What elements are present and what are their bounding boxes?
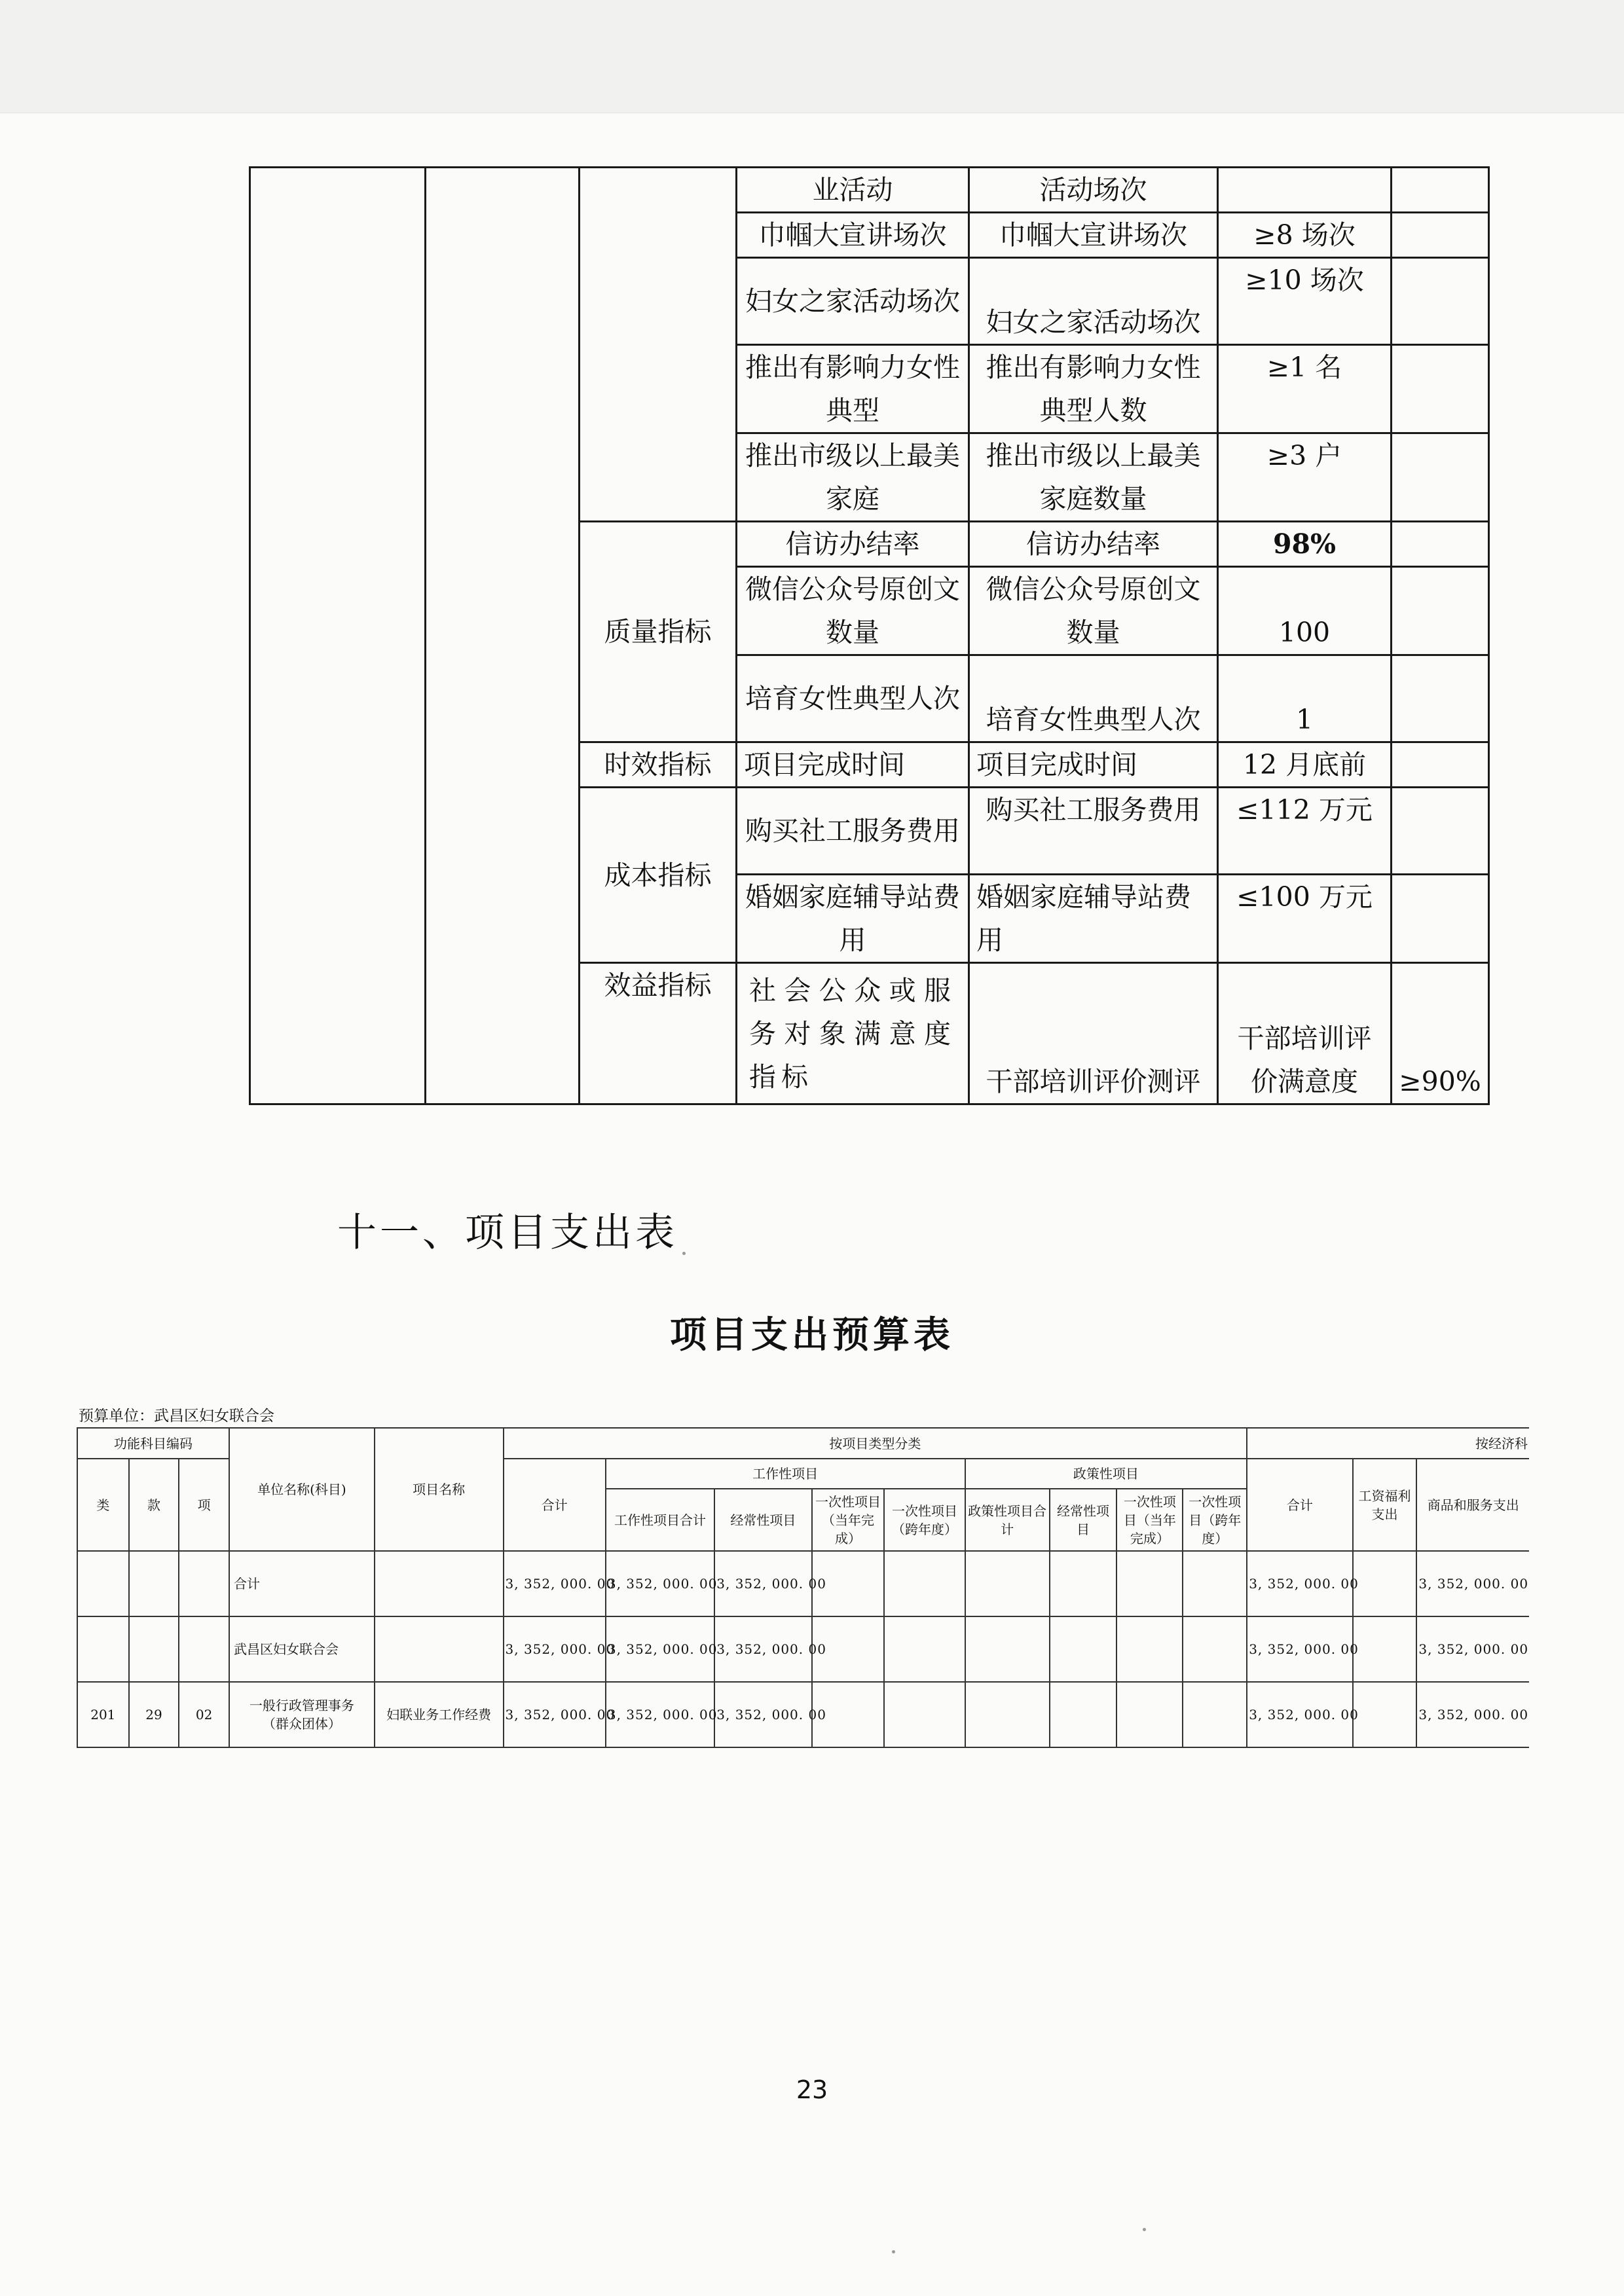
- cell-econ-total: 3, 352, 000. 00: [1247, 1551, 1352, 1616]
- group-label-quality: 质量指标: [580, 522, 737, 742]
- empty-cell: [1183, 1616, 1247, 1682]
- indicator-l4: 信访办结率: [737, 522, 969, 567]
- scan-margin: [0, 0, 1624, 113]
- header-by-economic: 按经济科: [1247, 1428, 1529, 1459]
- indicator-l5: 推出有影响力女性典型人数: [969, 345, 1218, 433]
- group-label-benefit: 效益指标: [580, 963, 737, 1104]
- empty-cell: [1392, 522, 1489, 567]
- header-one-time-cross: 一次性项目（跨年度）: [884, 1489, 965, 1551]
- empty-cell: [1183, 1682, 1247, 1747]
- cell-kuan: [129, 1616, 179, 1682]
- empty-cell: [1392, 213, 1489, 258]
- cell-goods-services: 3, 352, 000. 00: [1416, 1682, 1529, 1747]
- indicator-l5: 妇女之家活动场次: [969, 258, 1218, 345]
- indicator-l4: 干部培训评价测评: [969, 963, 1218, 1104]
- indicator-l4: 项目完成时间: [737, 742, 969, 788]
- header-policy-one-time-cross: 一次性项目（跨年度）: [1183, 1489, 1247, 1551]
- indicator-value: 12 月底前: [1218, 742, 1392, 788]
- empty-cell: [1183, 1551, 1247, 1616]
- budget-title: 项目支出预算表: [670, 1313, 954, 1357]
- cell-econ-total: 3, 352, 000. 00: [1247, 1682, 1352, 1747]
- indicator-l5: 项目完成时间: [969, 742, 1218, 788]
- header-work-items: 工作性项目: [606, 1459, 965, 1489]
- cell-project-name: 妇联业务工作经费: [375, 1682, 504, 1747]
- cell-project-name: [375, 1616, 504, 1682]
- empty-cell: [1392, 345, 1489, 433]
- cell-total: 3, 352, 000. 00: [504, 1616, 606, 1682]
- empty-cell: [1050, 1616, 1117, 1682]
- header-regular: 经常性项目: [714, 1489, 811, 1551]
- indicator-l5: 婚姻家庭辅导站费用: [969, 875, 1218, 963]
- cell-work-total: 3, 352, 000. 00: [606, 1551, 714, 1616]
- scan-speck: [682, 1252, 686, 1255]
- empty-cell: [884, 1682, 965, 1747]
- empty-cell: [1050, 1551, 1117, 1616]
- header-by-project-type: 按项目类型分类: [504, 1428, 1247, 1459]
- header-wages: 工资福利支出: [1353, 1459, 1417, 1551]
- empty-cell: [1116, 1551, 1183, 1616]
- cell-total: 3, 352, 000. 00: [504, 1551, 606, 1616]
- indicator-value: ≥1 名: [1218, 345, 1392, 433]
- cell-unit-name: 武昌区妇女联合会: [229, 1616, 375, 1682]
- section-heading: 十一、项目支出表: [337, 1210, 678, 1256]
- header-lei: 类: [77, 1459, 129, 1551]
- empty-cell: [884, 1616, 965, 1682]
- empty-cell: [250, 168, 426, 1104]
- indicator-l4: 购买社工服务费用: [737, 788, 969, 875]
- indicator-l4: 推出有影响力女性典型: [737, 345, 969, 433]
- cell-goods-services: 3, 352, 000. 00: [1416, 1616, 1529, 1682]
- cell-xiang: [179, 1616, 229, 1682]
- indicator-l4: 推出市级以上最美家庭: [737, 433, 969, 522]
- indicator-l4: 培育女性典型人次: [737, 655, 969, 742]
- empty-cell: [426, 168, 580, 1104]
- empty-cell: [1392, 742, 1489, 788]
- empty-cell: [884, 1551, 965, 1616]
- header-work-total: 工作性项目合计: [606, 1489, 714, 1551]
- indicator-value: 98%: [1218, 522, 1392, 567]
- indicator-l4: 妇女之家活动场次: [737, 258, 969, 345]
- indicator-l4: 微信公众号原创文数量: [737, 567, 969, 655]
- header-econ-total: 合计: [1247, 1459, 1352, 1551]
- cell-regular: 3, 352, 000. 00: [714, 1616, 811, 1682]
- empty-cell: [580, 168, 737, 522]
- cell-goods-services: 3, 352, 000. 00: [1416, 1551, 1529, 1616]
- cell-kuan: 29: [129, 1682, 179, 1747]
- scan-speck: [892, 2250, 895, 2253]
- cell-lei: 201: [77, 1682, 129, 1747]
- empty-cell: [1353, 1682, 1417, 1747]
- empty-cell: [1116, 1616, 1183, 1682]
- cell-total: 3, 352, 000. 00: [504, 1682, 606, 1747]
- header-policy-one-time-current: 一次性项目（当年完成）: [1116, 1489, 1183, 1551]
- indicator-value: 1: [1218, 655, 1392, 742]
- empty-cell: [1353, 1551, 1417, 1616]
- indicator-l5: 推出市级以上最美家庭数量: [969, 433, 1218, 522]
- indicator-value: ≤100 万元: [1218, 875, 1392, 963]
- header-func-code: 功能科目编码: [77, 1428, 229, 1459]
- empty-cell: [1116, 1682, 1183, 1747]
- empty-cell: [1392, 168, 1489, 213]
- empty-cell: [965, 1616, 1050, 1682]
- cell-lei: [77, 1616, 129, 1682]
- indicator-l5: 培育女性典型人次: [969, 655, 1218, 742]
- budget-table: [77, 1427, 1529, 1748]
- cell-econ-total: 3, 352, 000. 00: [1247, 1616, 1352, 1682]
- cell-lei: [77, 1551, 129, 1616]
- indicator-l4: 巾帼大宣讲场次: [737, 213, 969, 258]
- indicator-value: ≥10 场次: [1218, 258, 1392, 345]
- group-label-satisfaction: 社会公众或服务对象满意度指标: [737, 963, 969, 1104]
- header-goods-services: 商品和服务支出: [1416, 1459, 1529, 1551]
- cell-kuan: [129, 1551, 179, 1616]
- header-one-time-current: 一次性项目（当年完成）: [812, 1489, 885, 1551]
- cell-unit-name: 合计: [229, 1551, 375, 1616]
- indicator-l5: 微信公众号原创文数量: [969, 567, 1218, 655]
- indicator-l5: 活动场次: [969, 168, 1218, 213]
- empty-cell: [1392, 655, 1489, 742]
- header-project-name: 项目名称: [375, 1428, 504, 1551]
- empty-cell: [1392, 788, 1489, 875]
- indicator-l5: 干部培训评价满意度: [1218, 963, 1392, 1104]
- header-unit-name: 单位名称(科目): [229, 1428, 375, 1551]
- header-total: 合计: [504, 1459, 606, 1551]
- header-xiang: 项: [179, 1459, 229, 1551]
- indicator-l5: 购买社工服务费用: [969, 788, 1218, 875]
- indicator-l5: 信访办结率: [969, 522, 1218, 567]
- indicator-value: [1218, 168, 1392, 213]
- empty-cell: [1392, 567, 1489, 655]
- empty-cell: [1392, 433, 1489, 522]
- empty-cell: [1392, 875, 1489, 963]
- indicator-l4: 业活动: [737, 168, 969, 213]
- cell-xiang: [179, 1551, 229, 1616]
- indicator-value: ≥3 户: [1218, 433, 1392, 522]
- indicator-l4: 婚姻家庭辅导站费用: [737, 875, 969, 963]
- scan-speck: [1143, 2228, 1146, 2231]
- header-policy-total: 政策性项目合计: [965, 1489, 1050, 1551]
- empty-cell: [1050, 1682, 1117, 1747]
- cell-xiang: 02: [179, 1682, 229, 1747]
- group-label-cost: 成本指标: [580, 788, 737, 963]
- indicator-l5: 巾帼大宣讲场次: [969, 213, 1218, 258]
- cell-unit-name: 一般行政管理事务（群众团体）: [229, 1682, 375, 1747]
- empty-cell: [1353, 1616, 1417, 1682]
- group-label-time: 时效指标: [580, 742, 737, 788]
- header-kuan: 款: [129, 1459, 179, 1551]
- performance-indicator-table: [249, 166, 1490, 1105]
- header-policy-regular: 经常性项目: [1050, 1489, 1117, 1551]
- cell-regular: 3, 352, 000. 00: [714, 1551, 811, 1616]
- cell-regular: 3, 352, 000. 00: [714, 1682, 811, 1747]
- budget-unit: 预算单位：武昌区妇女联合会: [79, 1408, 274, 1425]
- empty-cell: [1392, 258, 1489, 345]
- cell-work-total: 3, 352, 000. 00: [606, 1682, 714, 1747]
- empty-cell: [965, 1682, 1050, 1747]
- indicator-value: ≥8 场次: [1218, 213, 1392, 258]
- indicator-value: ≤112 万元: [1218, 788, 1392, 875]
- header-policy-items: 政策性项目: [965, 1459, 1247, 1489]
- cell-work-total: 3, 352, 000. 00: [606, 1616, 714, 1682]
- page-number: 23: [796, 2075, 828, 2104]
- empty-cell: [965, 1551, 1050, 1616]
- cell-project-name: [375, 1551, 504, 1616]
- indicator-value: ≥90%: [1392, 963, 1489, 1104]
- indicator-value: 100: [1218, 567, 1392, 655]
